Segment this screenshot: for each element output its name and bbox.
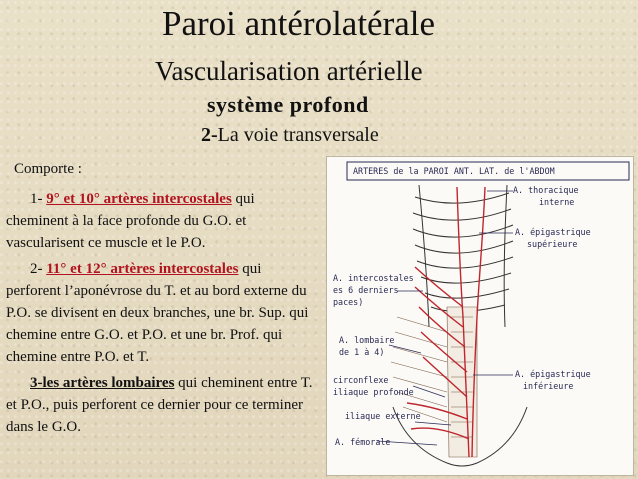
anatomy-figure	[326, 156, 634, 476]
label-thoracique-1: A. thoracique	[513, 185, 579, 195]
anatomy-drawing	[327, 157, 633, 475]
section-heading: système profond	[207, 92, 369, 117]
item-1-highlight: 9° et 10° artères intercostales	[46, 191, 232, 207]
item-1-text: qui cheminent à la face profonde du G.O. et vascularisent ce muscle et le P.O.	[6, 191, 255, 251]
label-thoracique-2: interne	[539, 197, 575, 207]
item-3	[6, 372, 318, 438]
intro-text: Comporte :	[14, 161, 82, 177]
label-intercostales-1: A. intercostales	[333, 273, 414, 283]
label-lombaire-2: de 1 à 4)	[339, 347, 385, 357]
label-epig-sup-2: supérieure	[527, 239, 578, 249]
label-circonflexe-2: iliaque profonde	[333, 387, 414, 397]
label-lombaire-1: A. lombaire	[339, 335, 395, 345]
item-1	[6, 188, 318, 254]
rib-cage	[413, 185, 513, 327]
topic-heading	[201, 124, 379, 147]
body-text	[6, 158, 318, 442]
topic-number: 2-	[201, 124, 218, 146]
label-epig-sup-1: A. épigastrique	[515, 227, 591, 237]
label-intercostales-2: es 6 derniers	[333, 285, 399, 295]
label-circonflexe-1: circonflexe	[333, 375, 389, 385]
page-subtitle: Vascularisation artérielle	[155, 56, 423, 86]
item-1-number: 1-	[30, 191, 47, 207]
topic-label: La voie transversale	[217, 124, 379, 146]
label-pointers	[377, 191, 513, 445]
item-3-highlight: 3-les artères lombaires	[30, 375, 175, 391]
label-epig-inf-2: inférieure	[523, 381, 574, 391]
item-2-number: 2-	[30, 261, 47, 277]
label-intercostales-3: paces)	[333, 297, 364, 307]
figure-heading: ARTERES de la PAROI ANT. LAT. de l'ABDOM	[353, 166, 555, 176]
label-femorale: A. fémorale	[335, 437, 391, 447]
page-title: Paroi antérolatérale	[162, 4, 436, 43]
item-2-highlight: 11° et 12° artères intercostales	[46, 261, 239, 277]
item-3-text: qui cheminent entre T. et P.O., puis perforent ce dernier pour ce terminer dans le G.O.	[6, 375, 313, 435]
label-iliaque-externe: iliaque externe	[345, 411, 421, 421]
item-2	[6, 258, 318, 368]
label-epig-inf-1: A. épigastrique	[515, 369, 591, 379]
item-2-text: qui perforent l’aponévrose du T. et au bord externe du P.O. se divisent en deux branches, une br. Sup. qui chemine entre G.O. et P.O. et une br. Prof. qui chemine entre P.O. et T.	[6, 261, 309, 365]
